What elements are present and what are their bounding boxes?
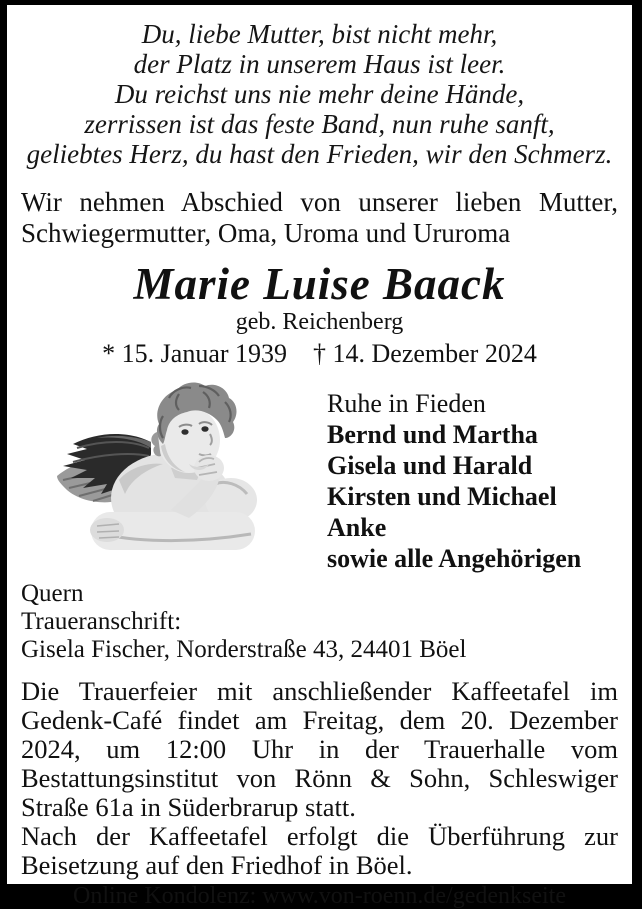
obituary-notice bbox=[7, 5, 632, 909]
address-label: Traueranschrift: bbox=[21, 608, 182, 635]
online-condolence-link: Online Kondolenz: www.von-roenn.de/gedenkseite bbox=[73, 883, 566, 909]
farewell-intro: Wir nehmen Abschied von unserer lieben Mutter, Schwiegermutter, Oma, Uroma und Ururoma bbox=[21, 187, 618, 248]
cherub-angel-icon bbox=[39, 380, 277, 570]
poem-line: geliebtes Herz, du hast den Frieden, wir den Schmerz. bbox=[26, 139, 613, 169]
address-line: Gisela Fischer, Norderstraße 43, 24401 Böel bbox=[21, 636, 467, 663]
poem-line: Du, liebe Mutter, bist nicht mehr, bbox=[141, 19, 498, 49]
mourner-name: Bernd und Martha bbox=[327, 420, 538, 449]
funeral-info bbox=[21, 677, 618, 880]
mourning-address bbox=[21, 580, 618, 664]
mourner-name: Anke bbox=[327, 513, 387, 542]
address-place: Quern bbox=[21, 580, 84, 607]
poem-line: Du reichst uns nie mehr deine Hände, bbox=[114, 79, 525, 109]
deceased-birth-name: geb. Reichenberg bbox=[235, 309, 404, 335]
birth-date: * 15. Januar 1939 bbox=[102, 339, 288, 368]
life-dates bbox=[21, 339, 618, 368]
poem-line: der Platz in unserem Haus ist leer. bbox=[133, 49, 506, 79]
funeral-paragraph: Die Trauerfeier mit anschließender Kaffeetafel im Gedenk-Café findet am Freitag, dem 20. Dezember 2024, um 12:00 Uhr in der Trauerhalle vom Bestattungsinstitut von Rönn & Sohn, Schleswiger Straße 61a in Süderbrarup statt. bbox=[21, 676, 618, 822]
mourner-name: Kirsten und Michael bbox=[327, 482, 557, 511]
burial-paragraph: Nach der Kaffeetafel erfolgt die Überführung zur Beisetzung auf den Friedhof in Böel. bbox=[21, 821, 618, 880]
poem-line: zerrissen ist das feste Band, nun ruhe sanft, bbox=[84, 109, 555, 139]
cherub-angel-image bbox=[21, 380, 327, 572]
death-date: † 14. Dezember 2024 bbox=[313, 339, 537, 368]
deceased-name: Marie Luise Baack bbox=[133, 259, 506, 309]
mourner-name: Gisela und Harald bbox=[327, 451, 533, 480]
mourning-motto: Ruhe in Fieden bbox=[327, 389, 486, 418]
memorial-poem bbox=[21, 19, 618, 169]
mourners-list bbox=[327, 380, 618, 572]
mourner-name: sowie alle Angehörigen bbox=[327, 544, 582, 573]
